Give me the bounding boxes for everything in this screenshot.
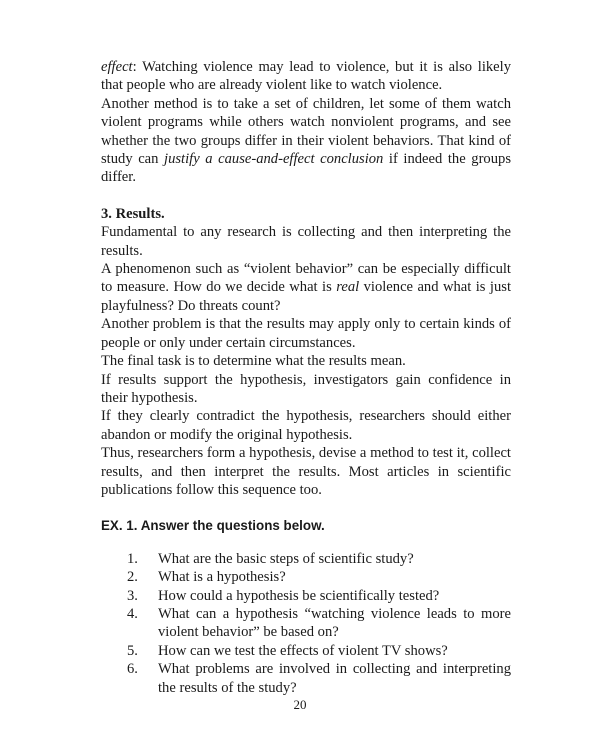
section-heading-results: 3. Results.	[101, 205, 165, 222]
results-paragraph-2	[101, 260, 511, 315]
question-item	[127, 587, 511, 605]
question-number: 3.	[127, 587, 138, 604]
intro-paragraph-1	[101, 58, 511, 95]
question-number: 6.	[127, 661, 138, 678]
question-text: What is a hypothesis?	[158, 569, 286, 586]
intro-paragraph-2-text-a: Another method is to take a set of children, let some of them watch violent programs while others watch nonviolent programs, and see whether the two groups differ in their violent behaviors. That kind of study can	[101, 95, 511, 168]
page-content	[101, 58, 511, 697]
intro-paragraph-2-text-b: if indeed the groups differ.	[101, 151, 511, 186]
exercise-heading: EX. 1. Answer the questions below.	[101, 518, 325, 534]
question-number: 2.	[127, 569, 138, 586]
results-paragraph-5: If results support the hypothesis, investigators gain confidence in their hypothesis.	[101, 371, 511, 406]
question-item	[127, 660, 511, 697]
question-item	[127, 642, 511, 660]
question-item	[127, 605, 511, 642]
question-number: 4.	[127, 605, 138, 622]
question-number: 5.	[127, 642, 138, 659]
intro-emphasis-effect: effect	[101, 59, 133, 75]
question-text: What problems are involved in collecting and interpreting the results of the study?	[158, 661, 511, 696]
question-list	[101, 550, 511, 697]
results-paragraph-1: Fundamental to any research is collecting and then interpreting the results.	[101, 224, 511, 259]
results-paragraph-2-text-b: violence and what is just playfulness? Do threats count?	[101, 279, 511, 314]
question-item	[127, 568, 511, 586]
results-paragraph-3: Another problem is that the results may apply only to certain kinds of people or only under certain circumstances.	[101, 316, 511, 351]
results-paragraph-7: Thus, researchers form a hypothesis, devise a method to test it, collect results, and then interpret the results. Most articles in scientific publications follow this sequence too.	[101, 445, 511, 498]
section-gap	[101, 499, 511, 517]
question-number: 1.	[127, 550, 138, 567]
question-item	[127, 550, 511, 568]
question-text: What can a hypothesis “watching violence leads to more violent behavior” be based on?	[158, 605, 511, 641]
section-gap	[101, 187, 511, 205]
results-paragraph-2-text-a: A phenomenon such as “violent behavior” can be especially difficult to measure. How do we decide what is	[101, 261, 511, 296]
results-paragraph-6: If they clearly contradict the hypothesis, researchers should either abandon or modify the original hypothesis.	[101, 408, 511, 443]
results-emphasis-real: real	[336, 279, 360, 296]
page-number: 20	[293, 697, 307, 712]
question-text: What are the basic steps of scientific study?	[158, 550, 414, 567]
intro-paragraph-2	[101, 95, 511, 187]
intro-paragraph-1-text: : Watching violence may lead to violence, but it is also likely that people who are already violent like to watch violence.	[101, 59, 511, 94]
results-paragraph-4: The final task is to determine what the results mean.	[101, 353, 406, 370]
intro-emphasis-cause-effect: justify a cause-and-effect conclusion	[164, 151, 384, 168]
question-text: How can we test the effects of violent TV shows?	[158, 642, 448, 659]
question-text: How could a hypothesis be scientifically tested?	[158, 587, 440, 604]
